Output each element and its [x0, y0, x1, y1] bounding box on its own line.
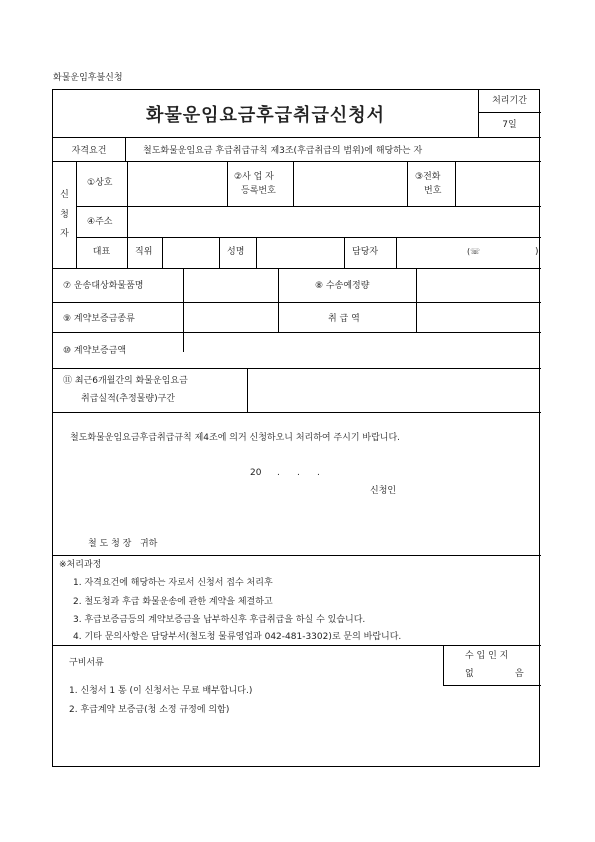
- revenue-stamp-none-1: 없: [465, 669, 474, 679]
- deposit-type-label: ⑨ 계약보증금종류: [63, 314, 135, 324]
- business-reg-label-2: 등록번호: [241, 186, 276, 196]
- handling-station-label: 취 급 역: [328, 314, 360, 324]
- applicant-label-3: 자: [60, 229, 69, 239]
- date-year: 20: [250, 468, 262, 478]
- documents-heading: 구비서류: [69, 658, 104, 668]
- revenue-stamp-none-2: 음: [515, 669, 524, 679]
- deposit-amount-label: ⑩ 계약보증금액: [63, 346, 127, 356]
- form-code: 화물운임후불신청: [53, 73, 123, 83]
- history-label-2: 취급실적(추정물량)구간: [81, 394, 175, 404]
- procedure-step-2: 2. 철도청과 후급 화물운송에 관한 계약을 체결하고: [73, 597, 273, 607]
- statement-text: 철도화물운임요금후급취급규칙 제4조에 의거 신청하오니 처리하여 주시기 바랍니다.: [70, 433, 401, 443]
- date-dots: . . .: [277, 468, 320, 478]
- qualification-label: 자격요건: [71, 146, 107, 156]
- processing-period-label: 처리기간: [492, 96, 527, 106]
- procedure-step-4: 4. 기타 문의사항은 담당부서(철도청 물류영업과 042-481-3302)로 문의 바랍니다.: [73, 632, 402, 642]
- manager-label: 담당자: [352, 247, 379, 257]
- phone-label-1: ③전화: [415, 172, 441, 182]
- cargo-item-label: ⑦ 운송대상화물품명: [63, 281, 144, 291]
- form-title: 화물운임요금후급취급신청서: [145, 105, 386, 126]
- procedure-step-3: 3. 후급보증금등의 계약보증금을 납부하신후 후급취급을 하실 수 있습니다.: [73, 615, 366, 625]
- manager-phone-open: (☏: [467, 247, 481, 256]
- processing-period-value: 7일: [502, 120, 517, 130]
- procedure-heading: ※처리과정: [59, 560, 102, 570]
- position-label: 직위: [135, 247, 153, 257]
- application-form: [52, 89, 540, 767]
- business-reg-label-1: ②사 업 자: [234, 172, 274, 182]
- planned-volume-label: ⑧ 수송예정량: [315, 281, 370, 291]
- procedure-step-1: 1. 자격요건에 해당하는 자로서 신청서 접수 처리후: [73, 578, 273, 588]
- applicant-label-2: 청: [60, 210, 69, 220]
- name-label: 성명: [227, 247, 245, 257]
- addressee: 철 도 청 장 귀하: [88, 539, 158, 549]
- manager-phone-close: ): [535, 247, 539, 257]
- address-label: ④주소: [87, 217, 113, 227]
- applicant-label-1: 신: [60, 190, 69, 200]
- representative-label: 대표: [92, 247, 111, 257]
- qualification-text: 철도화물운임요금 후급취급규칙 제3조(후급취급의 범위)에 해당하는 자: [143, 146, 423, 156]
- history-label-1: ⑪ 최근6개월간의 화물운임요금: [63, 376, 188, 386]
- document-item-2: 2. 후급계약 보증금(청 소정 규정에 의함): [69, 705, 230, 715]
- applicant-signature-label: 신청인: [370, 486, 397, 496]
- document-item-1: 1. 신청서 1 통 (이 신청서는 무료 배부합니다.): [69, 686, 253, 696]
- company-label: ①상호: [87, 178, 113, 188]
- phone-label-2: 번호: [424, 186, 442, 196]
- revenue-stamp-label: 수 입 인 지: [465, 651, 509, 661]
